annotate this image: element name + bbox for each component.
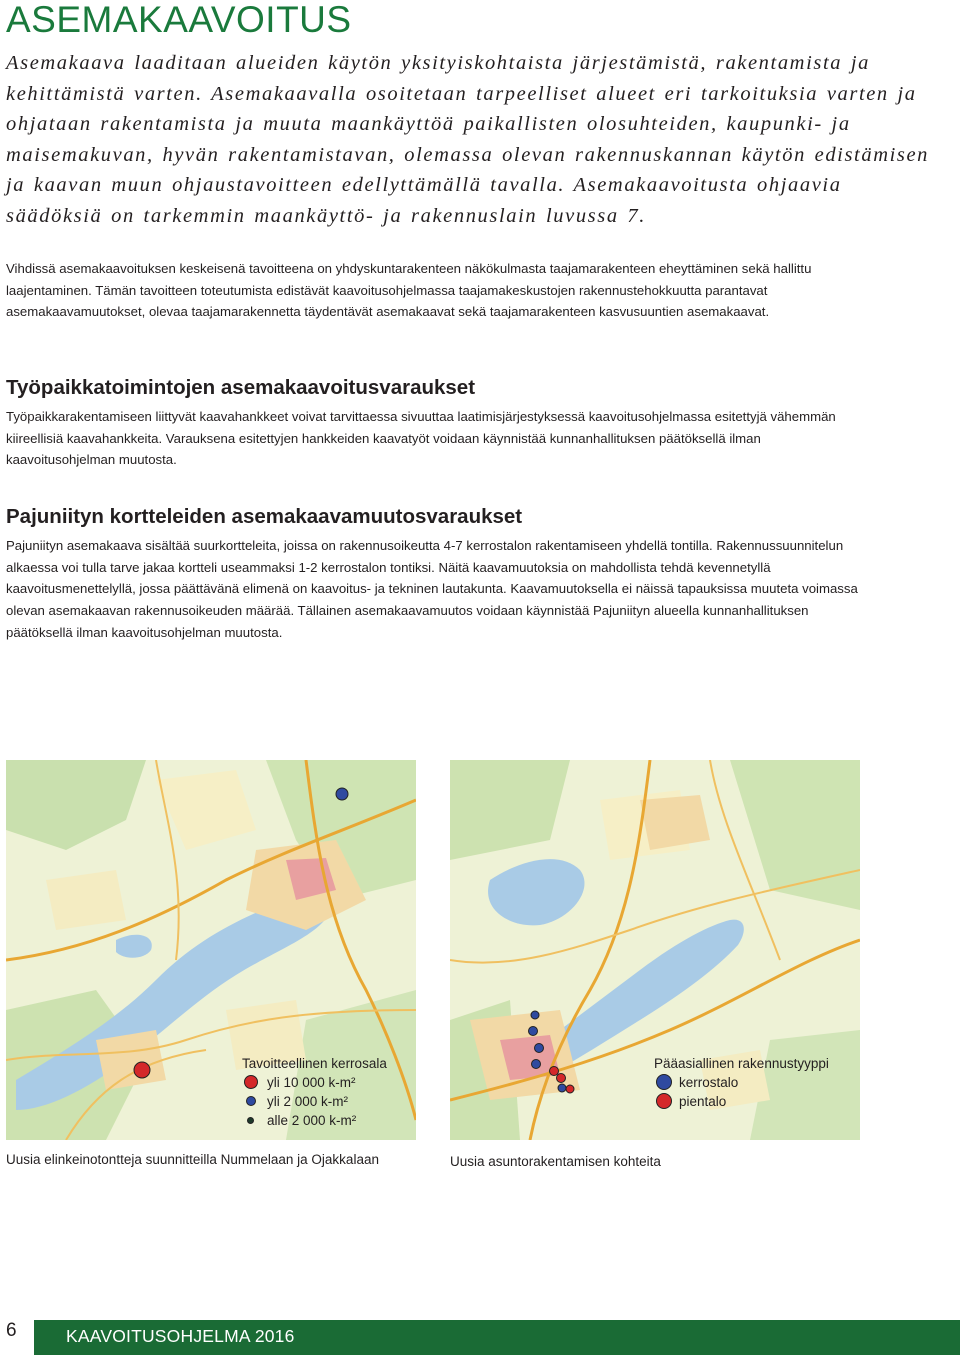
legend-item-small: alle 2 000 k-m²: [242, 1111, 387, 1130]
blue-dot-icon: [656, 1074, 672, 1090]
section-text-pajuniitty: Pajuniityn asemakaava sisältää suurkortteleita, joissa on rakennusoikeutta 4-7 kerrostalon rakentamiseen yhdellä tontilla. Rakennussuunnitelun alkaessa voi tulla tarve jakaa kortteli useammaksi 1-2 kerrostalon tontiksi. Näitä kaavamuutoksia on mahdollista tehdä kevennetyllä kaavoitusmenettelyllä, jossa päättävänä elimenä on kaavoitus- ja tekninen lautakunta. Kaavamuutoksella ei näissä tapauksissa muuteta voimassa olevan asemakaavan rakennusoikeuden määrää. Tällainen asemakaavamuutos voidaan käynnistää Pajuniityn alueella kunnanhallituksen päätöksellä ilman kaavoitusohjelman muutosta.: [6, 538, 858, 640]
section-heading-pajuniitty: Pajuniityn kortteleiden asemakaavamuutosvaraukset: [6, 505, 523, 528]
legend-title: Tavoitteellinen kerrosala: [242, 1056, 387, 1071]
red-dot-icon: [244, 1075, 258, 1089]
legend-title: Pääasiallinen rakennustyyppi: [654, 1056, 829, 1071]
page-number: 6: [6, 1320, 17, 1341]
red-dot-icon: [656, 1093, 672, 1109]
map-left-caption: Uusia elinkeinotontteja suunnitteilla Nummelaan ja Ojakkalaan: [6, 1152, 379, 1167]
legend-kerrosala: [242, 1054, 387, 1130]
map-right-caption: Uusia asuntorakentamisen kohteita: [450, 1154, 661, 1169]
legend-item-pientalo: pientalo: [654, 1092, 829, 1111]
legend-item-medium: yli 2 000 k-m²: [242, 1092, 387, 1111]
dark-dot-icon: [247, 1117, 254, 1124]
legend-item-kerrostalo: kerrostalo: [654, 1073, 829, 1092]
map-asuntorakentaminen: [450, 760, 860, 1140]
blue-dot-icon: [246, 1096, 256, 1106]
page-title: ASEMAKAAVOITUS: [6, 0, 352, 40]
legend-rakennustyyppi: [654, 1054, 829, 1111]
legend-item-large: yli 10 000 k-m²: [242, 1073, 387, 1092]
map-elinkeinotontit: [6, 760, 416, 1140]
footer-title: KAAVOITUSOHJELMA 2016: [66, 1326, 295, 1346]
section-heading-tyopaikka: Työpaikkatoimintojen asemakaavoitusvaraukset: [6, 376, 476, 399]
body-paragraph: Vihdissä asemakaavoituksen keskeisenä tavoitteena on yhdyskuntarakenteen näkökulmasta taajamarakenteen eheyttäminen sekä hallittu laajentaminen. Tämän tavoitteen toteutumista edistävät kaavoitusohjelmassa taajamakeskustojen rakennustehokkuutta parantavat asemakaavamuutokset, olevaa taajamarakennetta täydentävät asemakaavat sekä taajamarakenteen kasvusuuntien asemakaavat.: [6, 261, 812, 320]
intro-paragraph: Asemakaava laaditaan alueiden käytön yksityiskohtaista järjestämistä, rakentamista ja kehittämistä varten. Asemakaavalla osoitetaan tarpeelliset alueet eri tarkoituksia varten ja ohjataan rakentamista ja muuta maankäyttöä paikallisten olosuhteiden, kaupunki- ja maisemakuvan, hyvän rakentamistavan, olemassa olevan rakennuskannan käytön edistämisen ja kaavan muun ohjaustavoitteen edellyttämällä tavalla. Asemakaavoitusta ohjaavia säädöksiä on tarkemmin maankäyttö- ja rakennuslain luvussa 7.: [6, 52, 930, 227]
section-text-tyopaikka: Työpaikkarakentamiseen liittyvät kaavahankkeet voivat tarvittaessa sivuuttaa laatimisjärjestyksessä kaavoitusohjelmassa esitettyjä vähemmän kiireellisiä kaavahankkeita. Varauksena esitettyjen hankkeiden kaavatyöt voidaan käynnistää kunnanhallituksen päätöksellä ilman kaavoitusohjelman muutosta.: [6, 409, 836, 468]
